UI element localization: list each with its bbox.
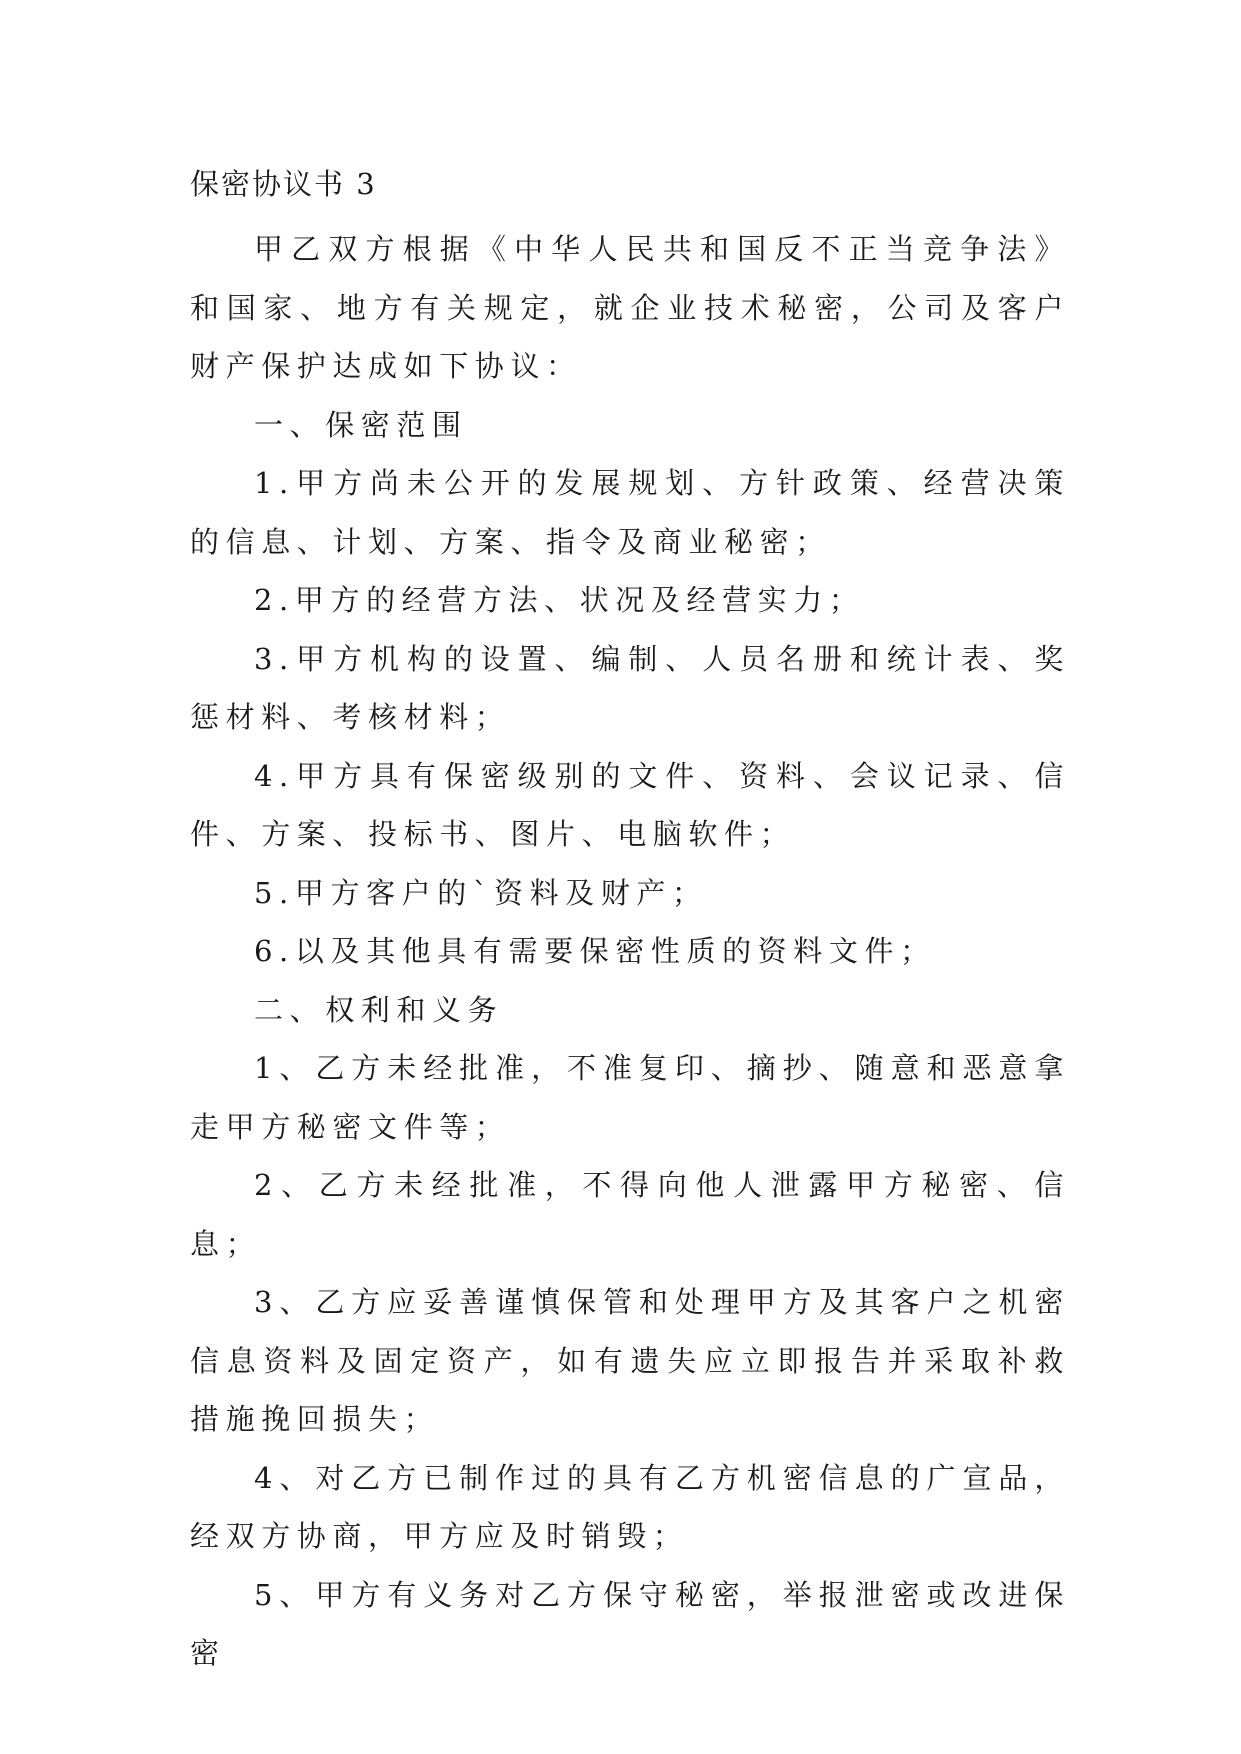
paragraph-rights-3: 3、乙方应妥善谨慎保管和处理甲方及其客户之机密信息资料及固定资产，如有遗失应立即报告并采取补救措施挽回损失； (190, 1285, 1070, 1436)
document-title: 保密协议书 3 (190, 167, 377, 201)
paragraph-scope-4: 4.甲方具有保密级别的文件、资料、会议记录、信件、方案、投标书、图片、电脑软件； (190, 758, 1070, 851)
paragraph-scope-5: 5.甲方客户的`资料及财产； (254, 875, 708, 910)
paragraph-rights-4: 4、对乙方已制作过的具有乙方机密信息的广宣品，经双方协商，甲方应及时销毁； (190, 1460, 1070, 1553)
paragraph-scope-1: 1.甲方尚未公开的发展规划、方针政策、经营决策的信息、计划、方案、指令及商业秘密； (190, 466, 1070, 559)
paragraph-scope-2: 2.甲方的经营方法、状况及经营实力； (254, 583, 865, 617)
paragraph-scope-6: 6.以及其他具有需要保密性质的资料文件； (254, 934, 936, 968)
paragraph-rights-5: 5、甲方有义务对乙方保守秘密，举报泄密或改进保密 (190, 1577, 1070, 1670)
document-body (190, 220, 1070, 1683)
paragraph-scope-3: 3.甲方机构的设置、编制、人员名册和统计表、奖惩材料、考核材料； (190, 641, 1070, 734)
paragraph-rights-2: 2、乙方未经批准，不得向他人泄露甲方秘密、信息； (190, 1168, 1070, 1261)
paragraph-rights-1: 1、乙方未经批准，不准复印、摘抄、随意和恶意拿走甲方秘密文件等； (190, 1051, 1070, 1144)
paragraph-intro: 甲乙双方根据《中华人民共和国反不正当竞争法》和国家、地方有关规定，就企业技术秘密，公司及客户财产保护达成如下协议： (190, 232, 1070, 383)
section-heading-rights: 二、权利和义务 (254, 992, 504, 1027)
section-heading-scope: 一、保密范围 (254, 407, 468, 442)
